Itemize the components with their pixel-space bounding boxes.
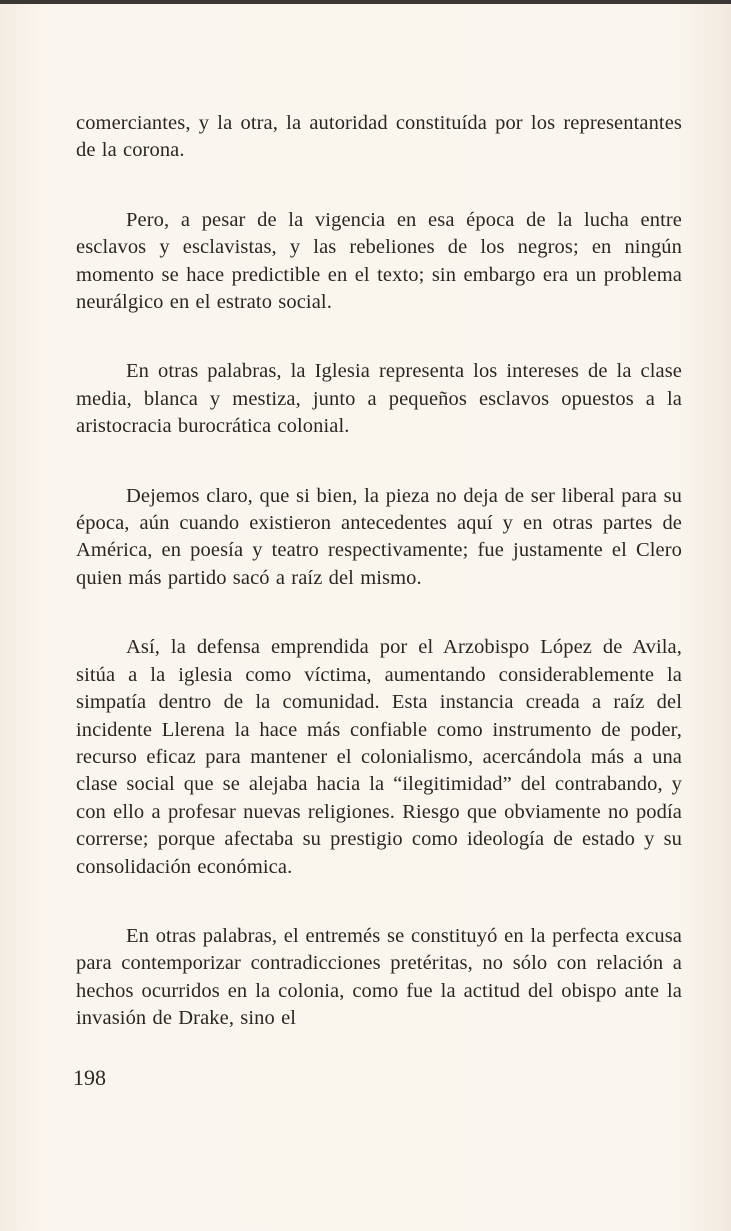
paragraph: En otras palabras, la Iglesia representa los intereses de la clase media, blanca y mestiza, junto a pequeños esclavos opuestos a la aristocracia burocrática colonial. xyxy=(76,360,682,438)
body-text xyxy=(76,110,682,1075)
page-top-edge xyxy=(0,0,731,4)
page-number: 198 xyxy=(73,1065,106,1090)
paragraph: Pero, a pesar de la vigencia en esa época de la lucha entre esclavos y esclavistas, y las rebeliones de los negros; en ningún momento se hace predictible en el texto; sin embargo era un problema neurálgico en el estrato social. xyxy=(76,208,682,314)
paragraph: En otras palabras, el entremés se constituyó en la perfecta excusa para contemporizar contradicciones pretéritas, no sólo con relación a hechos ocurridos en la colonia, como fue la actitud del obispo ante la invasión de Drake, sino el xyxy=(76,924,682,1030)
paragraph: Así, la defensa emprendida por el Arzobispo López de Avila, sitúa a la iglesia como víctima, aumentando considerablemente la simpatía dentro de la comunidad. Esta instancia creada a raíz del incidente Llerena la hace más confiable como instrumento de poder, recurso eficaz para mantener el colonialismo, acercándola más a una clase social que se alejaba hacia la “ilegitimidad” del contrabando, y con ello a profesar nuevas religiones. Riesgo que obviamente no podía correrse; porque afectaba su prestigio como ideología de estado y su consolidación económica. xyxy=(76,636,682,878)
paragraph-continuation: comerciantes, y la otra, la autoridad constituída por los representantes de la corona. xyxy=(76,112,682,162)
paragraph: Dejemos claro, que si bien, la pieza no deja de ser liberal para su época, aún cuando existieron antecedentes aquí y en otras partes de América, en poesía y teatro respectivamente; fue justamente el Clero quien más partido sacó a raíz del mismo. xyxy=(76,484,682,589)
